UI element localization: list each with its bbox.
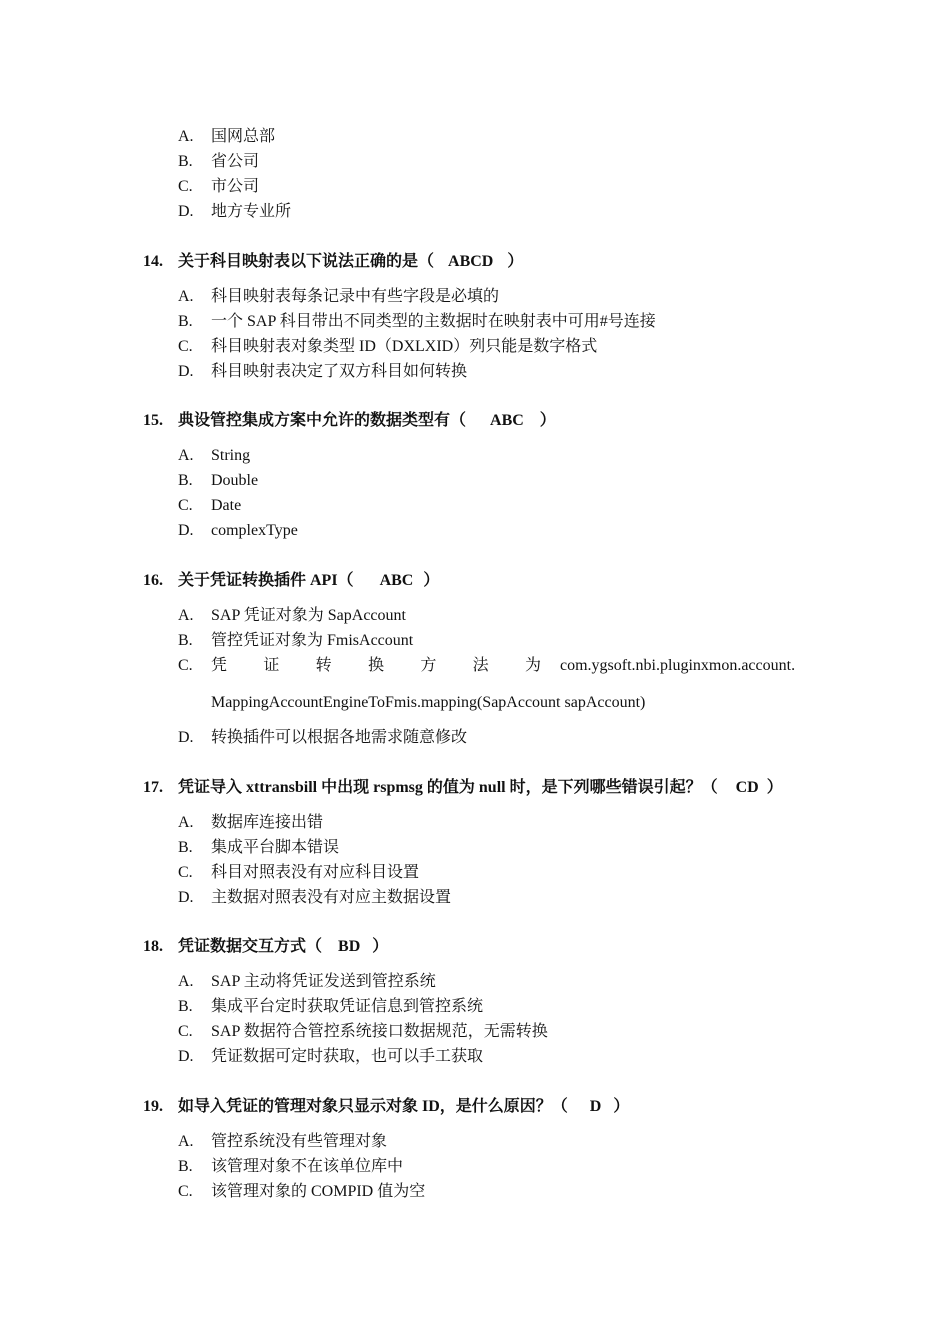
q16-option-d <box>178 728 467 748</box>
q15-option-b <box>178 471 258 491</box>
option-letter: B. <box>178 153 193 170</box>
option-letter: C. <box>178 864 193 881</box>
question-paren-close: ） <box>507 253 524 270</box>
q19-option-b <box>178 1157 403 1177</box>
option-text: 管控系统没有些管理对象 <box>211 1133 388 1150</box>
question-16 <box>143 571 439 591</box>
question-number: 15. <box>143 412 163 429</box>
option-char: 凭 <box>211 657 228 674</box>
option-letter: A. <box>178 607 194 624</box>
q15-option-c <box>178 496 241 516</box>
option-text: 市公司 <box>211 178 260 195</box>
option-letter: B. <box>178 472 193 489</box>
option-letter: B. <box>178 313 193 330</box>
q16-option-c-continuation: MappingAccountEngineToFmis.mapping(SapAccount sapAccount) <box>211 694 646 711</box>
q14-option-c <box>178 337 597 357</box>
option-text: 集成平台脚本错误 <box>211 839 340 856</box>
question-paren-close: ） <box>423 572 440 589</box>
option-text: 数据库连接出错 <box>211 814 324 831</box>
option-char: 转 <box>315 657 332 674</box>
option-letter: D. <box>178 522 194 539</box>
question-answer: ABC <box>490 412 524 429</box>
question-text: 如导入凭证的管理对象只显示对象 ID，是什么原因？（ <box>178 1098 568 1115</box>
option-letter: D. <box>178 1048 194 1065</box>
option-text: 该管理对象的 COMPID 值为空 <box>211 1183 426 1200</box>
option-char: 换 <box>367 657 384 674</box>
option-text: complexType <box>211 522 298 539</box>
question-number: 16. <box>143 572 163 589</box>
q17-option-b <box>178 838 339 858</box>
option-letter: A. <box>178 128 194 145</box>
option-text: SAP 凭证对象为 SapAccount <box>211 607 406 624</box>
question-answer: ABCD <box>448 253 494 270</box>
q14-option-a <box>178 287 499 307</box>
option-letter: B. <box>178 1158 193 1175</box>
option-char: 为 <box>524 657 541 674</box>
q19-option-a <box>178 1132 387 1152</box>
option-letter: C. <box>178 338 193 355</box>
option-text: 科目映射表每条记录中有些字段是必填的 <box>211 288 500 305</box>
question-text: 凭证导入 xttransbill 中出现 rspmsg 的值为 null 时，是下列哪些错误引起？（ <box>178 779 718 796</box>
q13-option-a <box>178 127 275 147</box>
option-letter: B. <box>178 839 193 856</box>
q17-option-a <box>178 813 323 833</box>
q18-option-d <box>178 1047 483 1067</box>
option-letter: A. <box>178 288 194 305</box>
option-text: 科目映射表对象类型 ID（DXLXID）列只能是数字格式 <box>211 338 598 355</box>
question-paren-close: ） <box>613 1098 630 1115</box>
option-letter: D. <box>178 203 194 220</box>
option-letter: A. <box>178 1133 194 1150</box>
question-18 <box>143 937 388 957</box>
question-15 <box>143 411 556 431</box>
q18-option-b <box>178 997 483 1017</box>
q13-option-c <box>178 177 259 197</box>
option-letter: A. <box>178 973 194 990</box>
option-text: 一个 SAP 科目带出不同类型的主数据时在映射表中可用#号连接 <box>211 313 656 330</box>
option-text: Double <box>211 472 259 489</box>
question-answer: BD <box>338 938 361 955</box>
option-char: 方 <box>420 657 437 674</box>
option-letter: D. <box>178 363 194 380</box>
question-number: 19. <box>143 1098 163 1115</box>
question-paren-close: ） <box>539 412 556 429</box>
question-number: 18. <box>143 938 163 955</box>
option-text: 主数据对照表没有对应主数据设置 <box>211 889 452 906</box>
option-letter: B. <box>178 998 193 1015</box>
option-letter: C. <box>178 1183 193 1200</box>
option-text: 国网总部 <box>211 128 276 145</box>
q17-option-c <box>178 863 419 883</box>
option-letter: C. <box>178 497 193 514</box>
option-text: 管控凭证对象为 FmisAccount <box>211 632 414 649</box>
option-char: 法 <box>472 657 489 674</box>
q18-option-c <box>178 1022 548 1042</box>
q13-option-b <box>178 152 259 172</box>
q15-option-a <box>178 446 250 466</box>
option-letter: C. <box>178 657 193 674</box>
option-letter: A. <box>178 447 194 464</box>
option-char: 证 <box>263 657 280 674</box>
question-14 <box>143 252 523 272</box>
question-answer: ABC <box>379 572 414 589</box>
question-answer: D <box>589 1098 602 1115</box>
q19-option-c <box>178 1182 425 1202</box>
q14-option-d <box>178 362 467 382</box>
q16-option-b <box>178 631 413 651</box>
option-text: Date <box>211 497 242 514</box>
question-text: 关于科目映射表以下说法正确的是（ <box>178 253 435 270</box>
option-letter: D. <box>178 729 194 746</box>
option-letter: D. <box>178 889 194 906</box>
option-letter: A. <box>178 814 194 831</box>
q18-option-a <box>178 972 436 992</box>
question-text: 典设管控集成方案中允许的数据类型有（ <box>178 412 467 429</box>
q16-option-c <box>178 656 808 676</box>
option-text: 转换插件可以根据各地需求随意修改 <box>211 729 468 746</box>
question-paren-close: ） <box>372 938 389 955</box>
q17-option-d <box>178 888 451 908</box>
option-letter: B. <box>178 632 193 649</box>
q16-option-a <box>178 606 406 626</box>
question-17 <box>143 778 783 798</box>
question-19 <box>143 1097 629 1117</box>
option-letter: C. <box>178 178 193 195</box>
option-text: 该管理对象不在该单位库中 <box>211 1158 404 1175</box>
option-text: SAP 主动将凭证发送到管控系统 <box>211 973 436 990</box>
option-text: 科目对照表没有对应科目设置 <box>211 864 420 881</box>
option-text: SAP 数据符合管控系统接口数据规范，无需转换 <box>211 1023 548 1040</box>
question-text: 凭证数据交互方式（ <box>178 938 323 955</box>
option-text: 集成平台定时获取凭证信息到管控系统 <box>211 998 484 1015</box>
question-number: 17. <box>143 779 163 796</box>
option-letter: C. <box>178 1023 193 1040</box>
q13-option-d <box>178 202 291 222</box>
option-code-text: com.ygsoft.nbi.pluginxmon.account. <box>560 657 796 674</box>
option-text: 地方专业所 <box>211 203 292 220</box>
option-text: 省公司 <box>211 153 260 170</box>
option-spaced-text <box>211 656 541 676</box>
q15-option-d <box>178 521 298 541</box>
question-paren-close: ） <box>766 779 783 796</box>
question-number: 14. <box>143 253 163 270</box>
option-text: String <box>211 447 251 464</box>
option-text: 科目映射表决定了双方科目如何转换 <box>211 363 468 380</box>
q14-option-b <box>178 312 656 332</box>
question-text: 关于凭证转换插件 API（ <box>178 572 354 589</box>
question-answer: CD <box>735 779 759 796</box>
option-text: 凭证数据可定时获取，也可以手工获取 <box>211 1048 484 1065</box>
